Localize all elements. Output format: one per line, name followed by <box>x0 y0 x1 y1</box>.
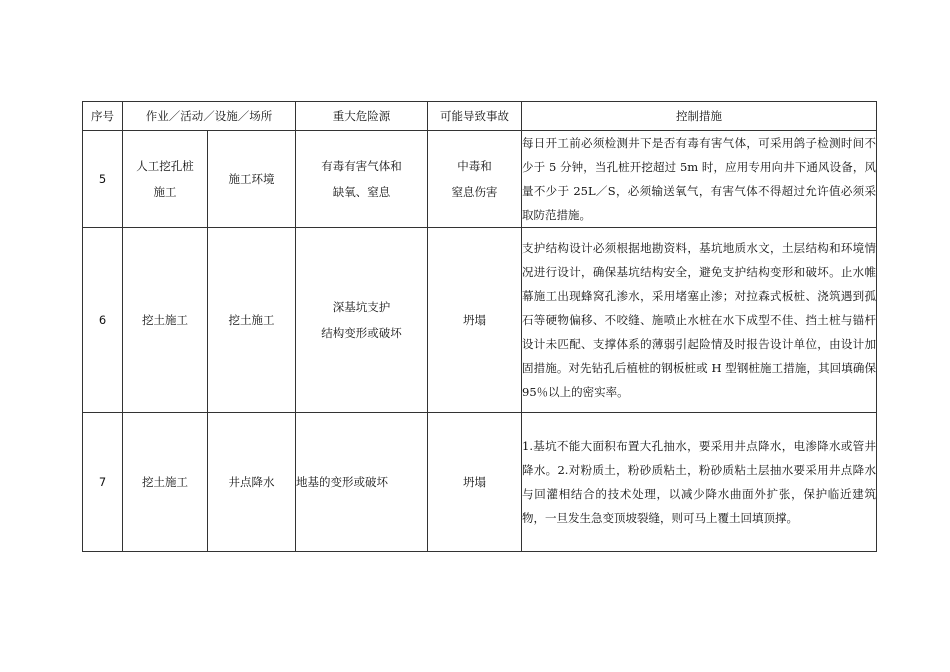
table-row <box>83 413 877 552</box>
row-hazard <box>296 228 428 413</box>
header-seq: 序号 <box>83 102 123 131</box>
row-hazard-line: 深基坑支护 <box>332 300 391 314</box>
row-accident <box>428 131 522 228</box>
row-hazard-line: 地基的变形或破坏 <box>296 475 388 489</box>
row-accident <box>428 228 522 413</box>
table-row <box>83 131 877 228</box>
row-accident-line: 坍塌 <box>463 313 486 327</box>
row-activity-line: 挖土施工 <box>142 475 188 489</box>
row-measures: 每日开工前必须检测井下是否有毒有害气体，可采用鸽子检测时间不少于 5 分钟，当孔桩开挖超过 5m 时，应用专用向井下通风设备，风量不少于 25L／S，必须输送氧气，有害气体不得超过允许值必须采取防范措施。 <box>522 131 877 228</box>
hazard-control-table <box>82 101 877 552</box>
header-activity: 作业／活动／设施／场所 <box>123 102 296 131</box>
row-activity-line: 人工挖孔桩 <box>136 159 194 173</box>
header-accident: 可能导致事故 <box>428 102 522 131</box>
row-seq: 5 <box>83 131 123 228</box>
row-location: 施工环境 <box>208 131 296 228</box>
row-hazard-line: 有毒有害气体和 <box>321 159 402 173</box>
row-activity <box>123 228 208 413</box>
row-seq: 7 <box>83 413 123 552</box>
header-hazard: 重大危险源 <box>296 102 428 131</box>
header-measures: 控制措施 <box>522 102 877 131</box>
row-location: 井点降水 <box>208 413 296 552</box>
row-accident-line: 中毒和 <box>457 159 492 173</box>
row-measures: 1.基坑不能大面积布置大孔抽水，要采用井点降水，电渗降水或管井降水。2.对粉质土，粉砂质粘土，粉砂质粘土层抽水要采用井点降水与回灌相结合的技术处理，以减少降水曲面外扩张，保护临近建筑物，一旦发生急变顶坡裂缝，则可马上覆土回填顶撑。 <box>522 413 877 552</box>
row-hazard <box>296 131 428 228</box>
row-accident <box>428 413 522 552</box>
row-activity <box>123 413 208 552</box>
row-activity-line: 施工 <box>153 185 177 199</box>
row-hazard <box>296 413 428 552</box>
row-activity <box>123 131 208 228</box>
row-location: 挖土施工 <box>208 228 296 413</box>
table-row <box>83 228 877 413</box>
row-measures: 支护结构设计必须根据地勘资料，基坑地质水文，土层结构和环境情况进行设计，确保基坑结构安全，避免支护结构变形和破坏。止水帷幕施工出现蜂窝孔渗水，采用堵塞止渗；对拉森式板桩、浇筑遇到孤石等硬物偏移、不咬缝、施喷止水桩在水下成型不佳、挡土桩与锚杆设计未匹配、支撑体系的薄弱引起险情及时报告设计单位，由设计加固措施。对先钻孔后植桩的钢板桩或 H 型钢桩施工措施，其回填确保 95％以上的密实率。 <box>522 228 877 413</box>
row-activity-line: 挖土施工 <box>142 313 188 327</box>
row-accident-line: 坍塌 <box>463 475 486 489</box>
row-seq: 6 <box>83 228 123 413</box>
row-hazard-line: 缺氧、窒息 <box>332 185 391 199</box>
row-accident-line: 窒息伤害 <box>451 185 498 199</box>
table-header-row <box>83 102 877 131</box>
row-hazard-line: 结构变形或破坏 <box>321 326 402 340</box>
